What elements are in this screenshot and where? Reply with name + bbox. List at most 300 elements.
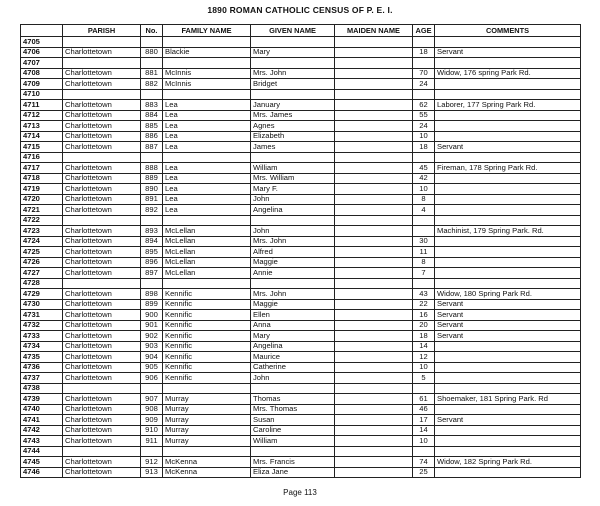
given-name-cell: William bbox=[251, 436, 335, 447]
age-cell: 18 bbox=[413, 331, 435, 342]
maiden-name-cell bbox=[335, 226, 413, 237]
row-number-cell: 4736 bbox=[21, 362, 63, 373]
family-name-cell: Lea bbox=[163, 194, 251, 205]
table-row bbox=[21, 173, 581, 184]
maiden-name-cell bbox=[335, 37, 413, 48]
maiden-name-cell bbox=[335, 373, 413, 384]
maiden-name-cell bbox=[335, 310, 413, 321]
age-cell: 24 bbox=[413, 121, 435, 132]
number-cell: 902 bbox=[141, 331, 163, 342]
comments-cell: Servant bbox=[435, 320, 581, 331]
parish-cell bbox=[63, 215, 141, 226]
maiden-name-cell bbox=[335, 236, 413, 247]
row-number-cell: 4733 bbox=[21, 331, 63, 342]
number-cell: 893 bbox=[141, 226, 163, 237]
family-name-cell bbox=[163, 215, 251, 226]
row-number-cell: 4723 bbox=[21, 226, 63, 237]
number-cell: 897 bbox=[141, 268, 163, 279]
given-name-cell: Angelina bbox=[251, 341, 335, 352]
maiden-name-cell bbox=[335, 68, 413, 79]
parish-cell: Charlottetown bbox=[63, 226, 141, 237]
given-name-cell: Annie bbox=[251, 268, 335, 279]
comments-cell bbox=[435, 236, 581, 247]
maiden-name-cell bbox=[335, 457, 413, 468]
parish-cell: Charlottetown bbox=[63, 47, 141, 58]
table-row bbox=[21, 425, 581, 436]
family-name-cell: Lea bbox=[163, 121, 251, 132]
maiden-name-cell bbox=[335, 383, 413, 394]
table-row bbox=[21, 205, 581, 216]
comments-cell bbox=[435, 425, 581, 436]
comments-cell bbox=[435, 341, 581, 352]
table-row bbox=[21, 289, 581, 300]
number-cell: 907 bbox=[141, 394, 163, 405]
comments-cell bbox=[435, 184, 581, 195]
table-row bbox=[21, 257, 581, 268]
parish-cell: Charlottetown bbox=[63, 289, 141, 300]
age-cell: 18 bbox=[413, 142, 435, 153]
comments-cell bbox=[435, 215, 581, 226]
parish-cell: Charlottetown bbox=[63, 352, 141, 363]
age-cell: 17 bbox=[413, 415, 435, 426]
family-name-cell bbox=[163, 58, 251, 69]
number-cell bbox=[141, 278, 163, 289]
given-name-cell: Susan bbox=[251, 415, 335, 426]
table-row bbox=[21, 331, 581, 342]
age-cell: 62 bbox=[413, 100, 435, 111]
row-number-cell: 4718 bbox=[21, 173, 63, 184]
parish-cell bbox=[63, 58, 141, 69]
age-header: AGE bbox=[413, 25, 435, 37]
parish-cell: Charlottetown bbox=[63, 205, 141, 216]
maiden-name-cell bbox=[335, 110, 413, 121]
row-number-cell: 4719 bbox=[21, 184, 63, 195]
given-name-cell: Thomas bbox=[251, 394, 335, 405]
age-cell: 10 bbox=[413, 436, 435, 447]
table-row bbox=[21, 194, 581, 205]
given-name-cell bbox=[251, 89, 335, 100]
row-number-cell: 4737 bbox=[21, 373, 63, 384]
row-number-cell: 4739 bbox=[21, 394, 63, 405]
row-number-cell: 4715 bbox=[21, 142, 63, 153]
parish-cell: Charlottetown bbox=[63, 79, 141, 90]
age-cell: 14 bbox=[413, 425, 435, 436]
table-row bbox=[21, 467, 581, 478]
parish-cell: Charlottetown bbox=[63, 121, 141, 132]
family-name-header: FAMILY NAME bbox=[163, 25, 251, 37]
row-number-cell: 4729 bbox=[21, 289, 63, 300]
maiden-name-cell bbox=[335, 415, 413, 426]
maiden-name-cell bbox=[335, 100, 413, 111]
family-name-cell: Lea bbox=[163, 100, 251, 111]
given-name-cell: Mary bbox=[251, 47, 335, 58]
comments-cell: Fireman, 178 Spring Park Rd. bbox=[435, 163, 581, 174]
table-row bbox=[21, 110, 581, 121]
given-name-cell: John bbox=[251, 226, 335, 237]
age-cell bbox=[413, 278, 435, 289]
row-number-cell: 4722 bbox=[21, 215, 63, 226]
table-row bbox=[21, 215, 581, 226]
age-cell: 22 bbox=[413, 299, 435, 310]
comments-header: COMMENTS bbox=[435, 25, 581, 37]
number-cell: 900 bbox=[141, 310, 163, 321]
given-name-cell: Mrs. William bbox=[251, 173, 335, 184]
family-name-cell: Kennific bbox=[163, 289, 251, 300]
maiden-name-cell bbox=[335, 205, 413, 216]
row-number-cell: 4717 bbox=[21, 163, 63, 174]
given-name-cell: Angelina bbox=[251, 205, 335, 216]
number-header: No. bbox=[141, 25, 163, 37]
family-name-cell bbox=[163, 89, 251, 100]
family-name-cell bbox=[163, 152, 251, 163]
age-cell bbox=[413, 58, 435, 69]
comments-cell bbox=[435, 152, 581, 163]
table-row bbox=[21, 310, 581, 321]
number-cell: 890 bbox=[141, 184, 163, 195]
given-name-cell: January bbox=[251, 100, 335, 111]
number-cell: 895 bbox=[141, 247, 163, 258]
family-name-cell: Kennific bbox=[163, 331, 251, 342]
family-name-cell: Blackie bbox=[163, 47, 251, 58]
row-number-cell: 4735 bbox=[21, 352, 63, 363]
table-row bbox=[21, 184, 581, 195]
number-cell: 881 bbox=[141, 68, 163, 79]
parish-cell: Charlottetown bbox=[63, 331, 141, 342]
row-number-cell: 4727 bbox=[21, 268, 63, 279]
age-cell: 14 bbox=[413, 341, 435, 352]
age-cell: 70 bbox=[413, 68, 435, 79]
given-name-cell bbox=[251, 215, 335, 226]
maiden-name-cell bbox=[335, 331, 413, 342]
given-name-cell: Bridget bbox=[251, 79, 335, 90]
comments-cell bbox=[435, 362, 581, 373]
row-number-cell: 4707 bbox=[21, 58, 63, 69]
row-number-cell: 4728 bbox=[21, 278, 63, 289]
table-row bbox=[21, 268, 581, 279]
given-name-cell: Agnes bbox=[251, 121, 335, 132]
maiden-name-cell bbox=[335, 194, 413, 205]
table-row bbox=[21, 278, 581, 289]
comments-cell: Machinist, 179 Spring Park. Rd. bbox=[435, 226, 581, 237]
family-name-cell: McKenna bbox=[163, 457, 251, 468]
family-name-cell: McLellan bbox=[163, 236, 251, 247]
family-name-cell: Lea bbox=[163, 131, 251, 142]
parish-cell: Charlottetown bbox=[63, 436, 141, 447]
comments-cell: Servant bbox=[435, 415, 581, 426]
family-name-cell: Lea bbox=[163, 205, 251, 216]
comments-cell bbox=[435, 268, 581, 279]
family-name-cell: McLellan bbox=[163, 257, 251, 268]
family-name-cell: Kennific bbox=[163, 352, 251, 363]
comments-cell bbox=[435, 173, 581, 184]
comments-cell: Servant bbox=[435, 310, 581, 321]
given-name-cell: Mrs. John bbox=[251, 289, 335, 300]
comments-cell bbox=[435, 352, 581, 363]
row-number-cell: 4708 bbox=[21, 68, 63, 79]
number-cell: 884 bbox=[141, 110, 163, 121]
maiden-name-cell bbox=[335, 446, 413, 457]
row-number-cell: 4746 bbox=[21, 467, 63, 478]
number-cell: 894 bbox=[141, 236, 163, 247]
maiden-name-cell bbox=[335, 425, 413, 436]
family-name-cell bbox=[163, 37, 251, 48]
table-row bbox=[21, 47, 581, 58]
row-number-cell: 4740 bbox=[21, 404, 63, 415]
table-row bbox=[21, 373, 581, 384]
table-body bbox=[21, 37, 581, 478]
page-title: 1890 ROMAN CATHOLIC CENSUS OF P. E. I. bbox=[207, 5, 393, 15]
family-name-cell bbox=[163, 446, 251, 457]
maiden-name-cell bbox=[335, 404, 413, 415]
comments-cell: Servant bbox=[435, 331, 581, 342]
table-row bbox=[21, 436, 581, 447]
parish-cell: Charlottetown bbox=[63, 310, 141, 321]
comments-cell bbox=[435, 89, 581, 100]
row-number-cell: 4730 bbox=[21, 299, 63, 310]
row-number-cell: 4709 bbox=[21, 79, 63, 90]
family-name-cell bbox=[163, 278, 251, 289]
row-number-cell: 4716 bbox=[21, 152, 63, 163]
table-row bbox=[21, 121, 581, 132]
comments-cell bbox=[435, 194, 581, 205]
parish-cell: Charlottetown bbox=[63, 394, 141, 405]
comments-cell bbox=[435, 37, 581, 48]
table-row bbox=[21, 152, 581, 163]
comments-cell bbox=[435, 58, 581, 69]
age-cell: 5 bbox=[413, 373, 435, 384]
parish-cell: Charlottetown bbox=[63, 247, 141, 258]
age-cell: 30 bbox=[413, 236, 435, 247]
age-cell: 20 bbox=[413, 320, 435, 331]
given-name-cell: Elizabeth bbox=[251, 131, 335, 142]
number-cell bbox=[141, 446, 163, 457]
age-cell: 16 bbox=[413, 310, 435, 321]
number-cell: 887 bbox=[141, 142, 163, 153]
maiden-name-cell bbox=[335, 47, 413, 58]
parish-cell: Charlottetown bbox=[63, 299, 141, 310]
age-cell: 11 bbox=[413, 247, 435, 258]
table-row bbox=[21, 226, 581, 237]
table-row bbox=[21, 68, 581, 79]
comments-cell bbox=[435, 131, 581, 142]
maiden-name-cell bbox=[335, 362, 413, 373]
comments-cell: Laborer, 177 Spring Park Rd. bbox=[435, 100, 581, 111]
comments-cell bbox=[435, 257, 581, 268]
parish-cell: Charlottetown bbox=[63, 362, 141, 373]
age-cell: 12 bbox=[413, 352, 435, 363]
family-name-cell: Murray bbox=[163, 425, 251, 436]
parish-cell: Charlottetown bbox=[63, 163, 141, 174]
given-name-cell: Alfred bbox=[251, 247, 335, 258]
number-cell: 901 bbox=[141, 320, 163, 331]
row-number-cell: 4742 bbox=[21, 425, 63, 436]
comments-cell: Servant bbox=[435, 47, 581, 58]
parish-header: PARISH bbox=[63, 25, 141, 37]
maiden-name-cell bbox=[335, 467, 413, 478]
comments-cell bbox=[435, 404, 581, 415]
row-number-cell: 4712 bbox=[21, 110, 63, 121]
age-cell: 4 bbox=[413, 205, 435, 216]
row-number-cell: 4720 bbox=[21, 194, 63, 205]
number-cell: 885 bbox=[141, 121, 163, 132]
age-cell: 42 bbox=[413, 173, 435, 184]
number-cell bbox=[141, 37, 163, 48]
given-name-cell: William bbox=[251, 163, 335, 174]
maiden-name-cell bbox=[335, 268, 413, 279]
number-cell: 888 bbox=[141, 163, 163, 174]
number-cell: 882 bbox=[141, 79, 163, 90]
maiden-name-cell bbox=[335, 163, 413, 174]
family-name-cell: Lea bbox=[163, 173, 251, 184]
age-cell: 7 bbox=[413, 268, 435, 279]
maiden-name-cell bbox=[335, 89, 413, 100]
given-name-cell bbox=[251, 37, 335, 48]
row-number-cell: 4743 bbox=[21, 436, 63, 447]
given-name-cell: Maurice bbox=[251, 352, 335, 363]
number-cell: 910 bbox=[141, 425, 163, 436]
number-cell: 905 bbox=[141, 362, 163, 373]
age-cell bbox=[413, 89, 435, 100]
table-row bbox=[21, 37, 581, 48]
family-name-cell: Kennific bbox=[163, 310, 251, 321]
table-row bbox=[21, 446, 581, 457]
parish-cell: Charlottetown bbox=[63, 320, 141, 331]
table-row bbox=[21, 79, 581, 90]
comments-cell bbox=[435, 436, 581, 447]
family-name-cell: Murray bbox=[163, 404, 251, 415]
age-cell: 8 bbox=[413, 257, 435, 268]
census-table bbox=[20, 24, 581, 478]
parish-cell: Charlottetown bbox=[63, 404, 141, 415]
maiden-name-cell bbox=[335, 394, 413, 405]
parish-cell: Charlottetown bbox=[63, 173, 141, 184]
number-cell: 880 bbox=[141, 47, 163, 58]
family-name-cell: Kennific bbox=[163, 362, 251, 373]
number-cell bbox=[141, 58, 163, 69]
number-cell: 911 bbox=[141, 436, 163, 447]
table-row bbox=[21, 142, 581, 153]
given-name-cell: Mrs. Thomas bbox=[251, 404, 335, 415]
comments-cell bbox=[435, 79, 581, 90]
family-name-cell: McLellan bbox=[163, 268, 251, 279]
table-row bbox=[21, 383, 581, 394]
family-name-cell: Murray bbox=[163, 415, 251, 426]
number-cell: 891 bbox=[141, 194, 163, 205]
given-name-cell: Anna bbox=[251, 320, 335, 331]
family-name-cell: Lea bbox=[163, 110, 251, 121]
number-cell: 906 bbox=[141, 373, 163, 384]
table-row bbox=[21, 341, 581, 352]
parish-cell: Charlottetown bbox=[63, 131, 141, 142]
page-number: Page 113 bbox=[283, 488, 317, 497]
given-name-cell: Mrs. John bbox=[251, 236, 335, 247]
table-row bbox=[21, 352, 581, 363]
maiden-name-cell bbox=[335, 320, 413, 331]
table-row bbox=[21, 163, 581, 174]
table-row bbox=[21, 131, 581, 142]
family-name-cell: Lea bbox=[163, 163, 251, 174]
family-name-cell: McLellan bbox=[163, 226, 251, 237]
parish-cell bbox=[63, 383, 141, 394]
number-cell: 908 bbox=[141, 404, 163, 415]
age-cell: 10 bbox=[413, 184, 435, 195]
parish-cell: Charlottetown bbox=[63, 184, 141, 195]
parish-cell bbox=[63, 152, 141, 163]
row-number-cell: 4741 bbox=[21, 415, 63, 426]
maiden-name-cell bbox=[335, 278, 413, 289]
row-number-cell: 4710 bbox=[21, 89, 63, 100]
number-cell: 883 bbox=[141, 100, 163, 111]
comments-cell bbox=[435, 278, 581, 289]
table-row bbox=[21, 404, 581, 415]
family-name-cell: Lea bbox=[163, 142, 251, 153]
given-name-cell: Mrs. John bbox=[251, 68, 335, 79]
parish-cell: Charlottetown bbox=[63, 236, 141, 247]
comments-cell: Servant bbox=[435, 142, 581, 153]
table-row bbox=[21, 299, 581, 310]
age-cell bbox=[413, 152, 435, 163]
parish-cell bbox=[63, 278, 141, 289]
family-name-cell: McLellan bbox=[163, 247, 251, 258]
parish-cell: Charlottetown bbox=[63, 415, 141, 426]
parish-cell: Charlottetown bbox=[63, 68, 141, 79]
maiden-name-cell bbox=[335, 289, 413, 300]
table-row bbox=[21, 236, 581, 247]
number-cell: 903 bbox=[141, 341, 163, 352]
row-number-cell: 4721 bbox=[21, 205, 63, 216]
table-row bbox=[21, 320, 581, 331]
number-cell: 898 bbox=[141, 289, 163, 300]
comments-cell bbox=[435, 247, 581, 258]
row-number-cell: 4732 bbox=[21, 320, 63, 331]
family-name-cell: McInnis bbox=[163, 68, 251, 79]
age-cell bbox=[413, 383, 435, 394]
row-number-cell: 4734 bbox=[21, 341, 63, 352]
comments-cell bbox=[435, 121, 581, 132]
maiden-name-cell bbox=[335, 121, 413, 132]
row-number-cell: 4714 bbox=[21, 131, 63, 142]
age-cell: 55 bbox=[413, 110, 435, 121]
parish-cell bbox=[63, 446, 141, 457]
given-name-cell: Mary bbox=[251, 331, 335, 342]
maiden-name-cell bbox=[335, 257, 413, 268]
family-name-cell: Kennific bbox=[163, 373, 251, 384]
family-name-cell: Kennific bbox=[163, 320, 251, 331]
age-cell: 43 bbox=[413, 289, 435, 300]
maiden-name-cell bbox=[335, 215, 413, 226]
comments-cell bbox=[435, 446, 581, 457]
age-cell: 61 bbox=[413, 394, 435, 405]
given-name-cell: Ellen bbox=[251, 310, 335, 321]
parish-cell: Charlottetown bbox=[63, 257, 141, 268]
age-cell: 46 bbox=[413, 404, 435, 415]
age-cell: 18 bbox=[413, 47, 435, 58]
comments-cell: Widow, 182 Spring Park Rd. bbox=[435, 457, 581, 468]
row-number-cell: 4706 bbox=[21, 47, 63, 58]
comments-cell: Widow, 180 Spring Park Rd. bbox=[435, 289, 581, 300]
parish-cell bbox=[63, 37, 141, 48]
maiden-name-cell bbox=[335, 152, 413, 163]
row-number-cell: 4705 bbox=[21, 37, 63, 48]
given-name-cell: Mrs. Francis bbox=[251, 457, 335, 468]
parish-cell: Charlottetown bbox=[63, 194, 141, 205]
family-name-cell: Kennific bbox=[163, 299, 251, 310]
parish-cell bbox=[63, 89, 141, 100]
maiden-name-cell bbox=[335, 131, 413, 142]
maiden-name-cell bbox=[335, 436, 413, 447]
number-cell bbox=[141, 215, 163, 226]
given-name-cell bbox=[251, 58, 335, 69]
